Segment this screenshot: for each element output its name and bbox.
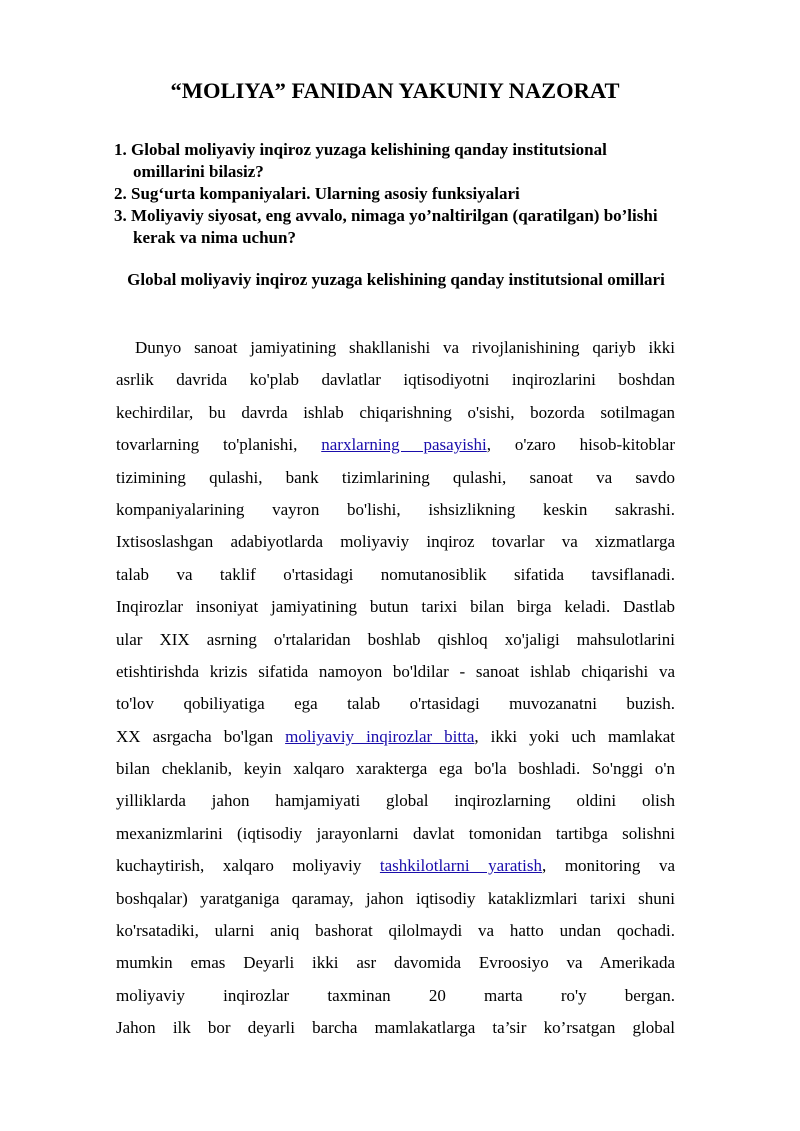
line-text: kechirdilar, bu davrda ishlab chiqarishning o'sishi, bozorda sotilmagan — [116, 402, 675, 422]
line-text: tovarlarning to'planishi, — [116, 435, 322, 455]
question-list — [114, 139, 674, 249]
paragraph-line — [116, 818, 675, 850]
paragraph-line — [116, 688, 675, 720]
paragraph-line — [116, 656, 675, 688]
paragraph-line — [116, 721, 675, 753]
line-text: ular XIX asrning o'rtalaridan boshlab qishloq xo'jaligi mahsulotlarini — [116, 629, 675, 649]
line-text: boshqalar) yaratganiga qaramay, jahon iqtisodiy kataklizmlari tarixi shuni — [116, 888, 675, 908]
paragraph-line — [116, 753, 675, 785]
line-text: to'lov qobiliyatiga ega talab o'rtasidagi muvozanatni buzish. — [116, 694, 675, 714]
paragraph-line — [116, 624, 675, 656]
paragraph-line — [116, 429, 675, 461]
question-item: 2. Sug‘urta kompaniyalari. Ularning asosiy funksiyalari — [114, 184, 520, 203]
line-text: kuchaytirish, xalqaro moliyaviy — [116, 856, 380, 876]
line-text: etishtirishda krizis sifatida namoyon bo'ldilar - sanoat ishlab chiqarishi va — [116, 661, 675, 681]
question-item: 1. Global moliyaviy inqiroz yuzaga kelishining qanday institutsional omillarini bilasiz? — [114, 140, 607, 181]
line-text: Jahon ilk bor deyarli barcha mamlakatlarga ta’sir ko’rsatgan global — [116, 1018, 675, 1038]
paragraph-line — [116, 1012, 675, 1044]
inline-link[interactable]: tashkilotlarni yaratish — [379, 856, 542, 876]
line-text: moliyaviy inqirozlar taxminan 20 marta ro'y bergan. — [116, 985, 675, 1005]
paragraph-line — [116, 364, 675, 396]
body-paragraph — [116, 332, 675, 1045]
line-text: , o'zaro hisob-kitoblar — [486, 435, 675, 455]
inline-link[interactable]: narxlarning pasayishi — [321, 435, 487, 455]
paragraph-line — [116, 462, 675, 494]
line-text: Ixtisoslashgan adabiyotlarda moliyaviy inqiroz tovarlar va xizmatlarga — [116, 532, 675, 552]
line-text: XX asrgacha bo'lgan — [116, 726, 286, 746]
line-text: asrlik davrida ko'plab davlatlar iqtisodiyotni inqirozlarini boshdan — [116, 370, 675, 390]
paragraph-line — [116, 980, 675, 1012]
line-text: bilan cheklanib, keyin xalqaro xarakterga ega bo'la boshladi. So'nggi o'n — [116, 759, 675, 779]
inline-link[interactable]: moliyaviy inqirozlar bitta — [285, 726, 475, 746]
document-title: “MOLIYA” FANIDAN YAKUNIY NAZORAT — [170, 78, 620, 103]
line-text: Inqirozlar insoniyat jamiyatining butun tarixi bilan birga keladi. Dastlab — [116, 597, 675, 617]
section-heading: Global moliyaviy inqiroz yuzaga kelishining qanday institutsional omillari — [127, 270, 665, 289]
paragraph-line — [116, 785, 675, 817]
paragraph-line — [116, 883, 675, 915]
question-item: 3. Moliyaviy siyosat, eng avvalo, nimaga yo’naltirilgan (qaratilgan) bo’lishi kerak va nima uchun? — [114, 206, 658, 247]
line-text: yilliklarda jahon hamjamiyati global inqirozlarning oldini olish — [116, 791, 675, 811]
line-text: , monitoring va — [542, 856, 675, 876]
paragraph-line — [116, 850, 675, 882]
paragraph-line — [116, 494, 675, 526]
paragraph-line — [116, 559, 675, 591]
paragraph-line — [116, 947, 675, 979]
line-text: talab va taklif o'rtasidagi nomutanosiblik sifatida tavsiflanadi. — [116, 564, 675, 584]
paragraph-line — [116, 591, 675, 623]
line-text: , ikki yoki uch mamlakat — [474, 726, 675, 746]
line-text: mexanizmlarini (iqtisodiy jarayonlarni davlat tomonidan tartibga solishni — [116, 823, 675, 843]
line-text: kompaniyalarining vayron bo'lishi, ishsizlikning keskin sakrashi. — [116, 499, 675, 519]
paragraph-line — [116, 332, 675, 364]
paragraph-line — [116, 915, 675, 947]
paragraph-line — [116, 526, 675, 558]
line-text: tizimining qulashi, bank tizimlarining qulashi, sanoat va savdo — [116, 467, 675, 487]
line-text: Dunyo sanoat jamiyatining shakllanishi va rivojlanishining qariyb ikki — [135, 338, 675, 357]
line-text: ko'rsatadiki, ularni aniq bashorat qilolmaydi va hatto undan qochadi. — [116, 921, 675, 941]
paragraph-line — [116, 397, 675, 429]
line-text: mumkin emas Deyarli ikki asr davomida Evroosiyo va Amerikada — [116, 953, 675, 973]
